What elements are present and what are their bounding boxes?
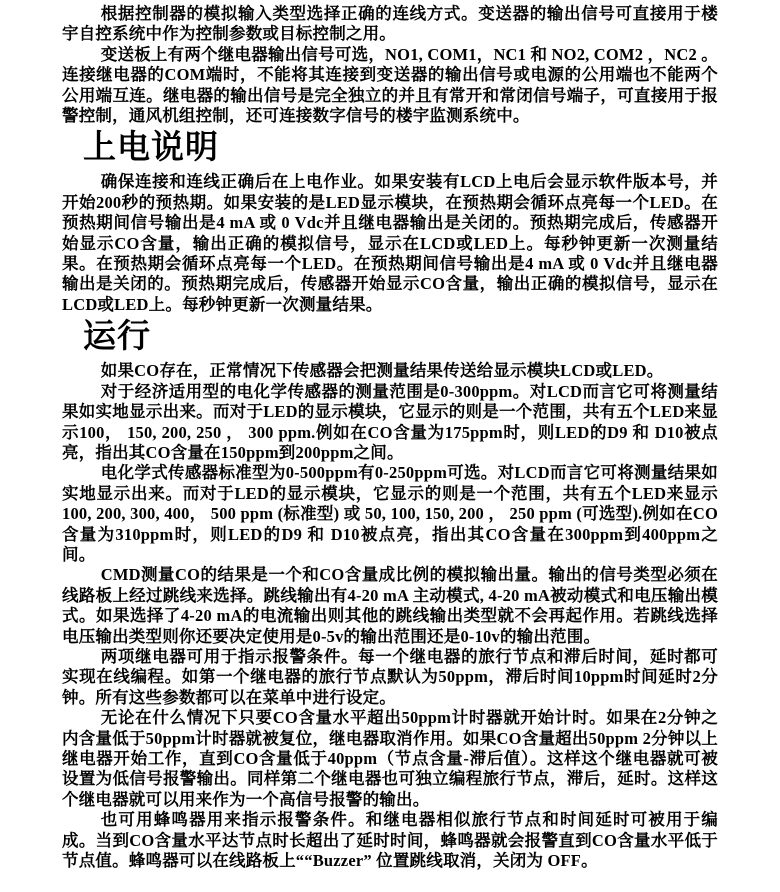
paragraph-economy-sensor-range: 对于经济适用型的电化学传感器的测量范围是0-300ppm。对LCD而言它可将测量结果如实地显示出来。而对于LED的显示模块，它显示的则是一个范围，共有五个LED来显示100， 150, 200, 250 ， 300 ppm.例如在CO含量为175ppm时，则LED的D9 和 D10被点亮，指出其CO含量在150ppm到200ppm之间。: [62, 381, 718, 462]
paragraph-timer-relay-behavior: 无论在什么情况下只要CO含量水平超出50ppm计时器就开始计时。如果在2分钟之内含量低于50ppm计时器就被复位，继电器取消作用。如果CO含量超出50ppm 2分钟以上继电器开始工作，直到CO含量低于40ppm（节点含量-滞后值）。这样这个继电器就可被设置为低信号报警输出。同样第二个继电器也可独立编程旅行节点，滞后，延时。这样这个继电器就可以用来作为一个高信号报警的输出。: [62, 708, 718, 809]
paragraph-relay-output-terminals: 变送板上有两个继电器输出信号可选，NO1, COM1，NC1 和 NO2, COM2 ，NC2 。连接继电器的COM端时，不能将其连接到变送器的输出信号或电源的公用端也不能两个公用端互连。继电器的输出信号是完全独立的并且有常开和常闭信号端子，可直接用于报警控制，通风机组控制，还可连接数字信号的楼宇监测系统中。: [62, 44, 718, 126]
paragraph-relay-alarm-programming: 两项继电器可用于指示报警条件。每一个继电器的旅行节点和滞后时间，延时都可实现在线编程。如第一个继电器的旅行节点默认为50ppm，滞后时间10ppm时间延时2分钟。所有这些参数都可以在菜单中进行设定。: [62, 646, 718, 707]
paragraph-buzzer-alarm: 也可用蜂鸣器用来指示报警条件。和继电器相似旅行节点和时间延时可被用于编成。当到CO含量水平达节点时长超出了延时时间，蜂鸣器就会报警直到CO含量水平低于节点值。蜂鸣器可以在线路板上““Buzzer” 位置跳线取消，关闭为 OFF。: [62, 810, 718, 871]
section-heading-power-on: 上电说明: [83, 130, 219, 167]
section-heading-operation: 运行: [83, 319, 151, 356]
paragraph-standard-sensor-range: 电化学式传感器标准型为0-500ppm有0-250ppm可选。对LCD而言它可将测量结果如实地显示出来。而对于LED的显示模块，它显示的则是一个范围，共有五个LED来显示100, 200, 300, 400， 500 ppm (标准型) 或 50, 100, 150, 200 ， 250 ppm (可选型).例如在CO含量为310ppm时，则LED的D9 和 D10被点亮，指出其CO含量在300ppm到400ppm之间。: [62, 463, 718, 564]
paragraph-co-measurement-display: 如果CO存在，正常情况下传感器会把测量结果传送给显示模块LCD或LED。: [100, 361, 664, 381]
paragraph-wiring-selection: 根据控制器的模拟输入类型选择正确的连线方式。变送器的输出信号可直接用于楼宇自控系统中作为控制参数或目标控制之用。: [62, 4, 718, 44]
paragraph-cmd-analog-output-jumpers: CMD测量CO的结果是一个和CO含量成比例的模拟输出量。输出的信号类型必须在线路板上经过跳线来选择。跳线输出有4-20 mA 主动模式, 4-20 mA被动模式和电压输出模式。如果选择了4-20 mA的电流输出则其他的跳线输出类型就不会再起作用。若跳线选择电压输出类型则你还要决定使用是0-5v的输出范围还是0-10v的输出范围。: [62, 565, 718, 646]
paragraph-power-on-warmup: 确保连接和连线正确后在上电作业。如果安装有LCD上电后会显示软件版本号，并开始200秒的预热期。如果安装的是LED显示模块，在预热期会循环点亮每一个LED。在预热期间信号输出是4 mA 或 0 Vdc并且继电器输出是关闭的。预热期完成后，传感器开始显示CO含量，输出正确的模拟信号，显示在LCD或LED上。每秒钟更新一次测量结果。在预热期会循环点亮每一个LED。在预热期间信号输出是4 mA 或 0 Vdc并且继电器输出是关闭的。预热期完成后，传感器开始显示CO含量，输出正确的模拟信号，显示在LCD或LED上。每秒钟更新一次测量结果。: [62, 172, 718, 314]
